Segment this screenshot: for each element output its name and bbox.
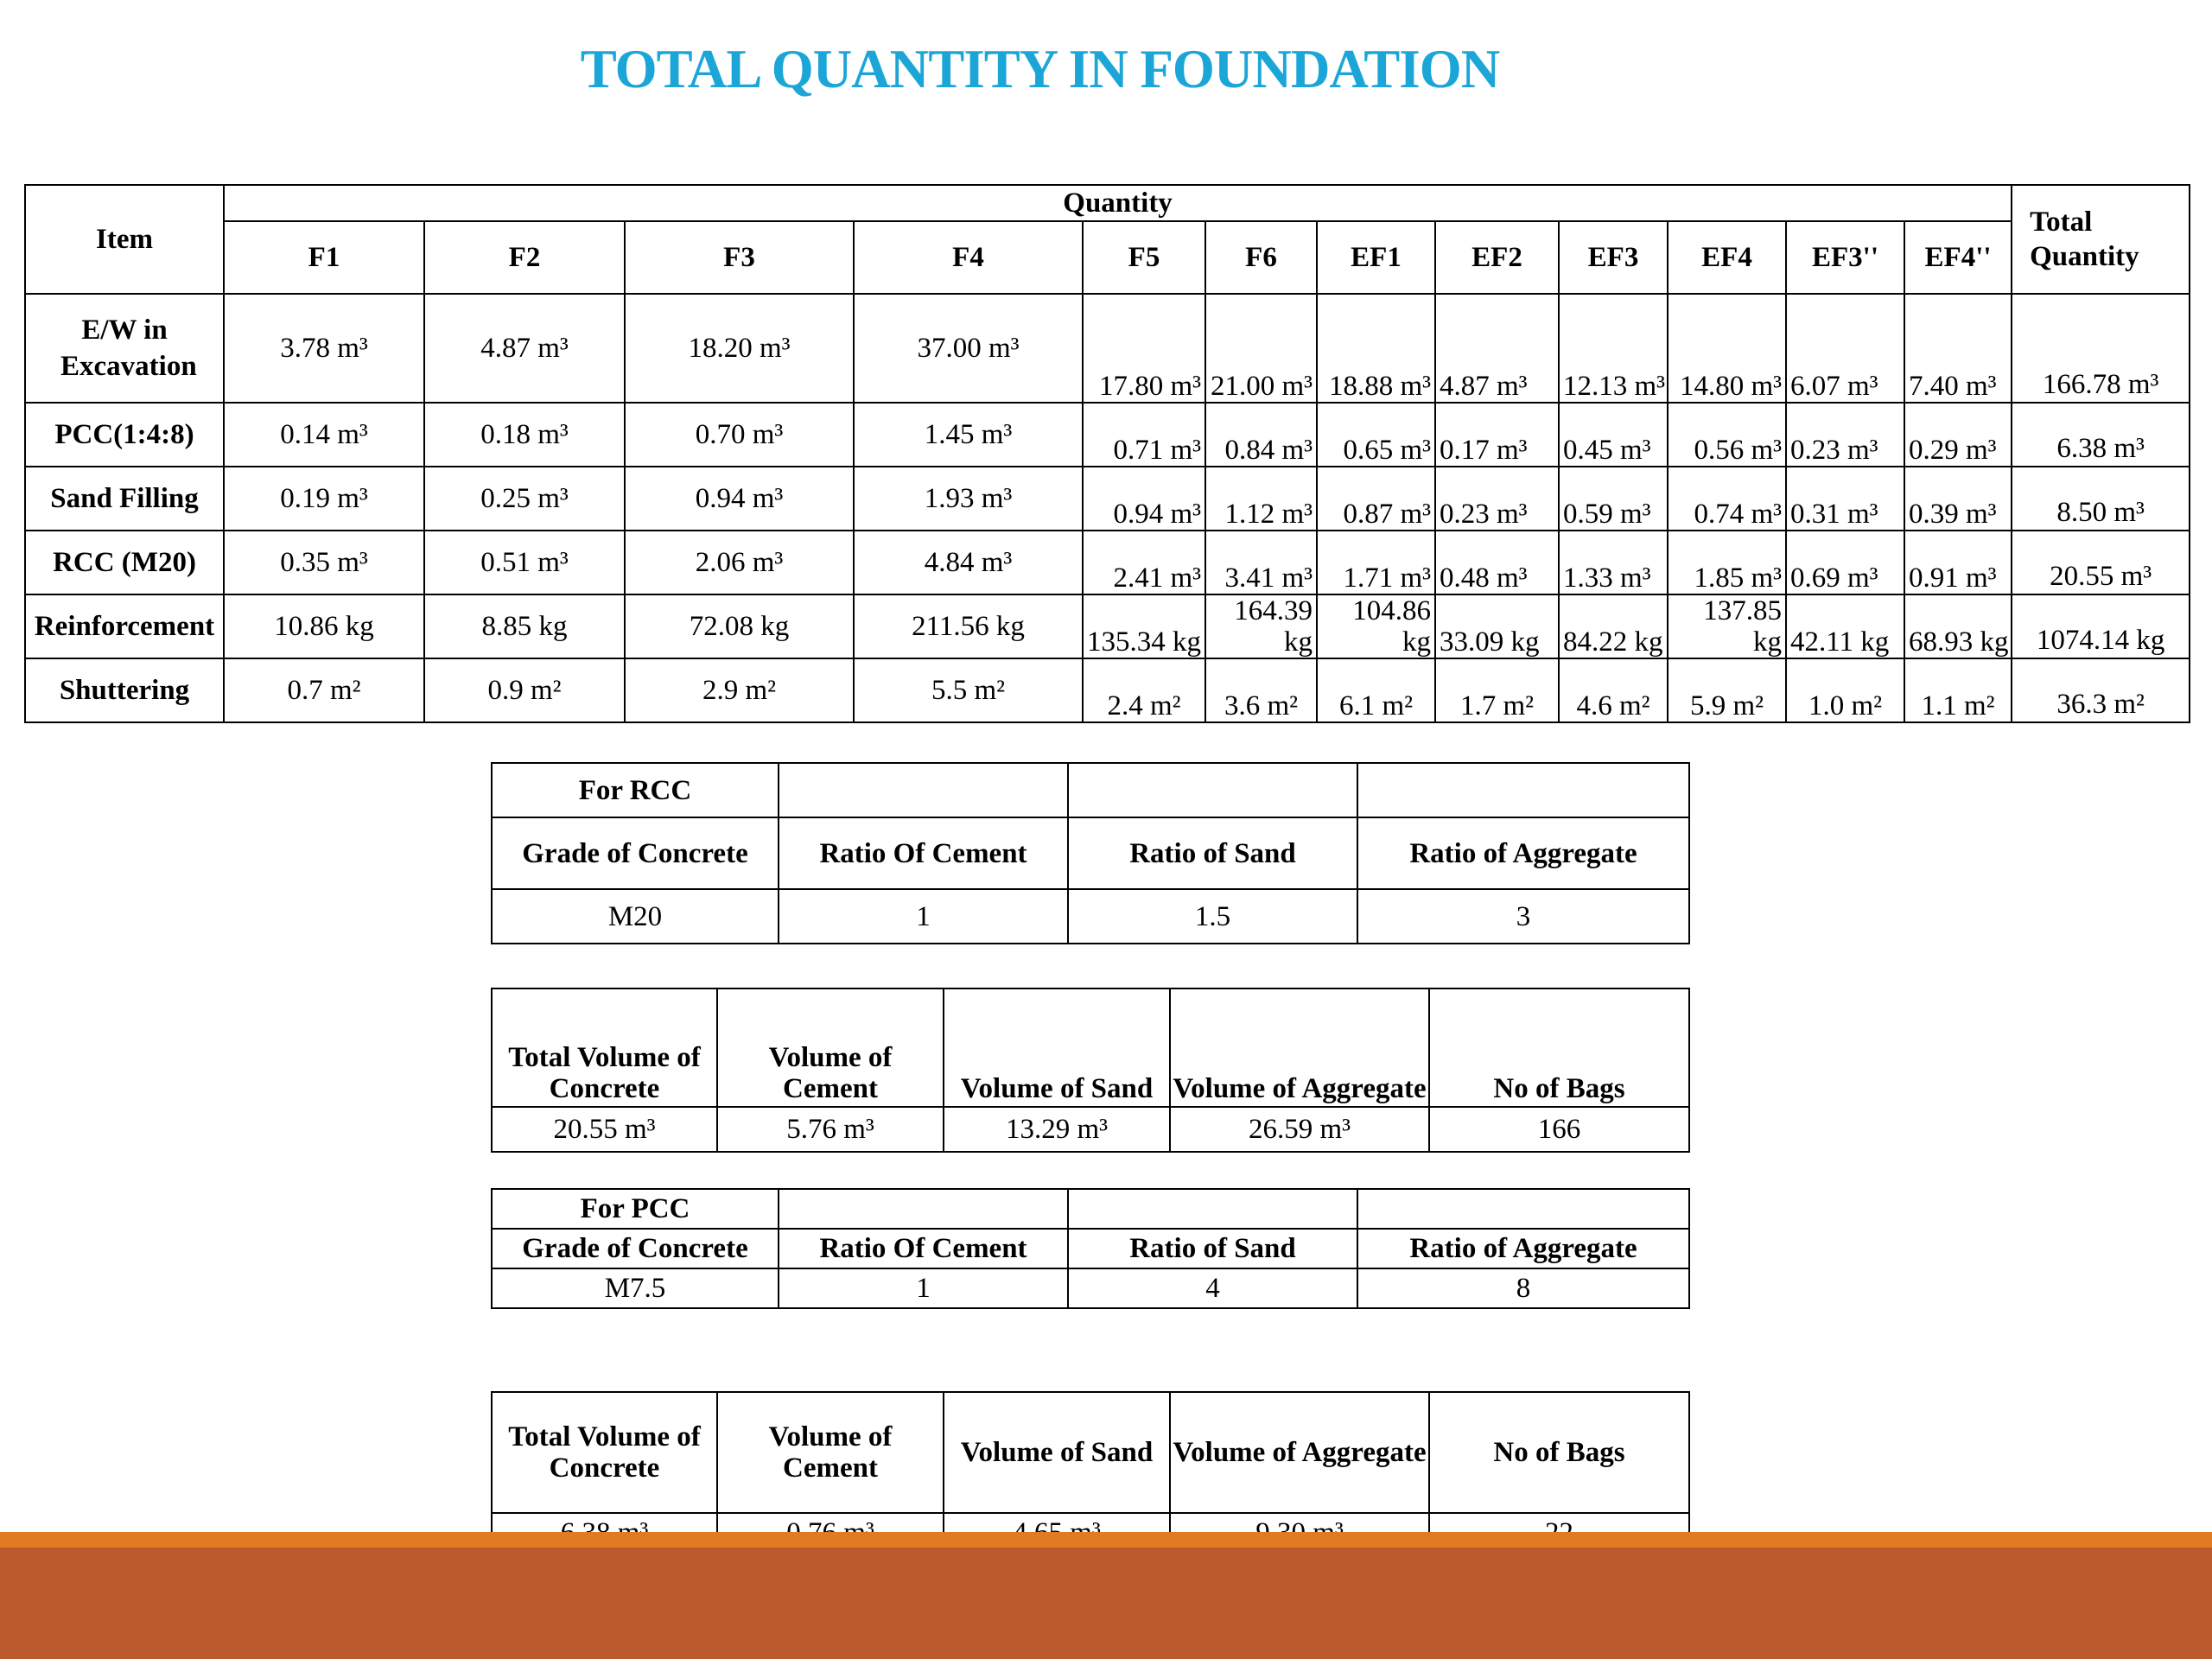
quantity-cell: 4.87 m³ xyxy=(1435,294,1559,403)
quantity-cell: 37.00 m³ xyxy=(854,294,1083,403)
value-cell: 8 xyxy=(1357,1268,1689,1308)
column-header: F2 xyxy=(424,221,625,294)
quantity-cell: 211.56 kg xyxy=(854,594,1083,658)
header-cell: Volume of Sand xyxy=(944,988,1170,1107)
quantity-cell: 0.18 m³ xyxy=(424,403,625,467)
quantity-cell: 135.34 kg xyxy=(1083,594,1205,658)
quantity-cell: 0.59 m³ xyxy=(1559,467,1668,531)
value-cell: 13.29 m³ xyxy=(944,1107,1170,1152)
pcc-volume-table xyxy=(491,1391,1690,1554)
quantity-cell: 0.45 m³ xyxy=(1559,403,1668,467)
quantity-cell: 42.11 kg xyxy=(1786,594,1904,658)
total-quantity-cell: 1074.14 kg xyxy=(2012,594,2190,658)
quantity-cell: 6.1 m² xyxy=(1317,658,1435,722)
column-header: F1 xyxy=(224,221,424,294)
quantity-cell: 2.9 m² xyxy=(625,658,854,722)
column-header: EF2 xyxy=(1435,221,1559,294)
table-row xyxy=(25,658,2190,722)
table-row xyxy=(25,403,2190,467)
quantity-cell: 6.07 m³ xyxy=(1786,294,1904,403)
quantity-cell: 2.4 m² xyxy=(1083,658,1205,722)
quantity-cell: 1.93 m³ xyxy=(854,467,1083,531)
empty-cell xyxy=(1068,1189,1357,1229)
table-row xyxy=(25,531,2190,594)
quantity-cell: 4.84 m³ xyxy=(854,531,1083,594)
header-cell: Total Volume of Concrete xyxy=(492,988,717,1107)
column-header: F4 xyxy=(854,221,1083,294)
quantity-cell: 0.31 m³ xyxy=(1786,467,1904,531)
quantity-cell: 1.0 m² xyxy=(1786,658,1904,722)
quantity-cell: 0.35 m³ xyxy=(224,531,424,594)
pcc-ratio-table xyxy=(491,1188,1690,1309)
table-row xyxy=(25,467,2190,531)
quantity-cell: 0.91 m³ xyxy=(1904,531,2012,594)
empty-cell xyxy=(779,1189,1068,1229)
quantity-cell: 0.17 m³ xyxy=(1435,403,1559,467)
row-item-label: Reinforcement xyxy=(25,594,224,658)
total-quantity-cell: 20.55 m³ xyxy=(2012,531,2190,594)
quantity-cell: 0.70 m³ xyxy=(625,403,854,467)
total-quantity-cell: 36.3 m² xyxy=(2012,658,2190,722)
quantity-cell: 0.71 m³ xyxy=(1083,403,1205,467)
quantity-cell: 0.69 m³ xyxy=(1786,531,1904,594)
quantity-cell: 7.40 m³ xyxy=(1904,294,2012,403)
quantity-cell: 164.39 kg xyxy=(1205,594,1317,658)
quantity-cell: 0.19 m³ xyxy=(224,467,424,531)
quantity-cell: 0.48 m³ xyxy=(1435,531,1559,594)
header-cell: Volume of Cement xyxy=(717,1392,944,1513)
column-header: F3 xyxy=(625,221,854,294)
empty-cell xyxy=(1068,763,1357,817)
header-cell: Volume of Cement xyxy=(717,988,944,1107)
quantity-cell: 0.87 m³ xyxy=(1317,467,1435,531)
quantity-cell: 1.1 m² xyxy=(1904,658,2012,722)
row-item-label: Sand Filling xyxy=(25,467,224,531)
quantity-cell: 0.9 m² xyxy=(424,658,625,722)
quantity-cell: 0.23 m³ xyxy=(1786,403,1904,467)
quantity-cell: 5.5 m² xyxy=(854,658,1083,722)
quantity-cell: 5.9 m² xyxy=(1668,658,1786,722)
header-cell: Ratio Of Cement xyxy=(779,1229,1068,1268)
header-cell: No of Bags xyxy=(1429,1392,1689,1513)
header-cell: Ratio of Sand xyxy=(1068,817,1357,889)
quantity-cell: 3.41 m³ xyxy=(1205,531,1317,594)
quantity-cell: 0.7 m² xyxy=(224,658,424,722)
quantity-cell: 18.20 m³ xyxy=(625,294,854,403)
quantity-cell: 2.41 m³ xyxy=(1083,531,1205,594)
quantity-cell: 1.71 m³ xyxy=(1317,531,1435,594)
column-header: EF4 xyxy=(1668,221,1786,294)
header-cell: Ratio Of Cement xyxy=(779,817,1068,889)
header-cell: Volume of Aggregate xyxy=(1170,988,1429,1107)
value-cell: 4 xyxy=(1068,1268,1357,1308)
value-cell: 1.5 xyxy=(1068,889,1357,944)
quantity-cell: 4.6 m² xyxy=(1559,658,1668,722)
quantity-cell: 8.85 kg xyxy=(424,594,625,658)
foundation-quantity-table xyxy=(24,184,2190,723)
header-cell: Total Volume of Concrete xyxy=(492,1392,717,1513)
quantity-cell: 0.56 m³ xyxy=(1668,403,1786,467)
column-header: EF4'' xyxy=(1904,221,2012,294)
quantity-cell: 0.29 m³ xyxy=(1904,403,2012,467)
row-item-label: Shuttering xyxy=(25,658,224,722)
value-cell: 1 xyxy=(779,1268,1068,1308)
header-cell: Volume of Sand xyxy=(944,1392,1170,1513)
value-cell: 1 xyxy=(779,889,1068,944)
quantity-cell: 14.80 m³ xyxy=(1668,294,1786,403)
header-cell: Grade of Concrete xyxy=(492,817,779,889)
total-quantity-cell: 8.50 m³ xyxy=(2012,467,2190,531)
page-title: TOTAL QUANTITY IN FOUNDATION xyxy=(580,39,1500,99)
quantity-cell: 3.78 m³ xyxy=(224,294,424,403)
quantity-cell: 68.93 kg xyxy=(1904,594,2012,658)
quantity-cell: 1.33 m³ xyxy=(1559,531,1668,594)
quantity-cell: 1.12 m³ xyxy=(1205,467,1317,531)
empty-cell xyxy=(1357,763,1689,817)
quantity-cell: 1.7 m² xyxy=(1435,658,1559,722)
value-cell: 26.59 m³ xyxy=(1170,1107,1429,1152)
quantity-cell: 0.39 m³ xyxy=(1904,467,2012,531)
quantity-cell: 3.6 m² xyxy=(1205,658,1317,722)
quantity-cell: 0.94 m³ xyxy=(625,467,854,531)
quantity-cell: 0.74 m³ xyxy=(1668,467,1786,531)
row-item-label: RCC (M20) xyxy=(25,531,224,594)
header-cell: Ratio of Aggregate xyxy=(1357,817,1689,889)
quantity-cell: 84.22 kg xyxy=(1559,594,1668,658)
column-header: F6 xyxy=(1205,221,1317,294)
footer-accent-line xyxy=(0,1532,2212,1548)
quantity-cell: 2.06 m³ xyxy=(625,531,854,594)
header-cell: No of Bags xyxy=(1429,988,1689,1107)
table-row xyxy=(25,294,2190,403)
quantity-cell: 17.80 m³ xyxy=(1083,294,1205,403)
header-cell: Grade of Concrete xyxy=(492,1229,779,1268)
empty-cell xyxy=(1357,1189,1689,1229)
empty-cell xyxy=(779,763,1068,817)
quantity-cell: 0.94 m³ xyxy=(1083,467,1205,531)
pcc-label: For PCC xyxy=(492,1189,779,1229)
quantity-cell: 0.14 m³ xyxy=(224,403,424,467)
quantity-cell: 0.23 m³ xyxy=(1435,467,1559,531)
quantity-cell: 1.85 m³ xyxy=(1668,531,1786,594)
quantity-cell: 33.09 kg xyxy=(1435,594,1559,658)
quantity-cell: 72.08 kg xyxy=(625,594,854,658)
rcc-label: For RCC xyxy=(492,763,779,817)
value-cell: 3 xyxy=(1357,889,1689,944)
quantity-header: Quantity xyxy=(224,185,2012,221)
footer-band xyxy=(0,1548,2212,1659)
column-header: F5 xyxy=(1083,221,1205,294)
item-header: Item xyxy=(25,185,224,294)
value-cell: M7.5 xyxy=(492,1268,779,1308)
quantity-cell: 12.13 m³ xyxy=(1559,294,1668,403)
total-quantity-header: Total Quantity xyxy=(2012,185,2190,294)
quantity-cell: 18.88 m³ xyxy=(1317,294,1435,403)
quantity-cell: 137.85 kg xyxy=(1668,594,1786,658)
table-row xyxy=(25,594,2190,658)
column-header: EF3'' xyxy=(1786,221,1904,294)
value-cell: M20 xyxy=(492,889,779,944)
column-header: EF1 xyxy=(1317,221,1435,294)
quantity-cell: 21.00 m³ xyxy=(1205,294,1317,403)
total-quantity-cell: 6.38 m³ xyxy=(2012,403,2190,467)
quantity-cell: 104.86 kg xyxy=(1317,594,1435,658)
value-cell: 5.76 m³ xyxy=(717,1107,944,1152)
column-header: EF3 xyxy=(1559,221,1668,294)
total-quantity-cell: 166.78 m³ xyxy=(2012,294,2190,403)
quantity-cell: 10.86 kg xyxy=(224,594,424,658)
rcc-ratio-table xyxy=(491,762,1690,944)
header-cell: Ratio of Sand xyxy=(1068,1229,1357,1268)
quantity-cell: 0.51 m³ xyxy=(424,531,625,594)
row-item-label: PCC(1:4:8) xyxy=(25,403,224,467)
quantity-cell: 0.84 m³ xyxy=(1205,403,1317,467)
header-cell: Volume of Aggregate xyxy=(1170,1392,1429,1513)
header-cell: Ratio of Aggregate xyxy=(1357,1229,1689,1268)
value-cell: 20.55 m³ xyxy=(492,1107,717,1152)
quantity-cell: 0.25 m³ xyxy=(424,467,625,531)
rcc-volume-table xyxy=(491,988,1690,1153)
quantity-cell: 1.45 m³ xyxy=(854,403,1083,467)
value-cell: 166 xyxy=(1429,1107,1689,1152)
quantity-cell: 0.65 m³ xyxy=(1317,403,1435,467)
quantity-cell: 4.87 m³ xyxy=(424,294,625,403)
row-item-label: E/W in Excavation xyxy=(25,294,224,403)
